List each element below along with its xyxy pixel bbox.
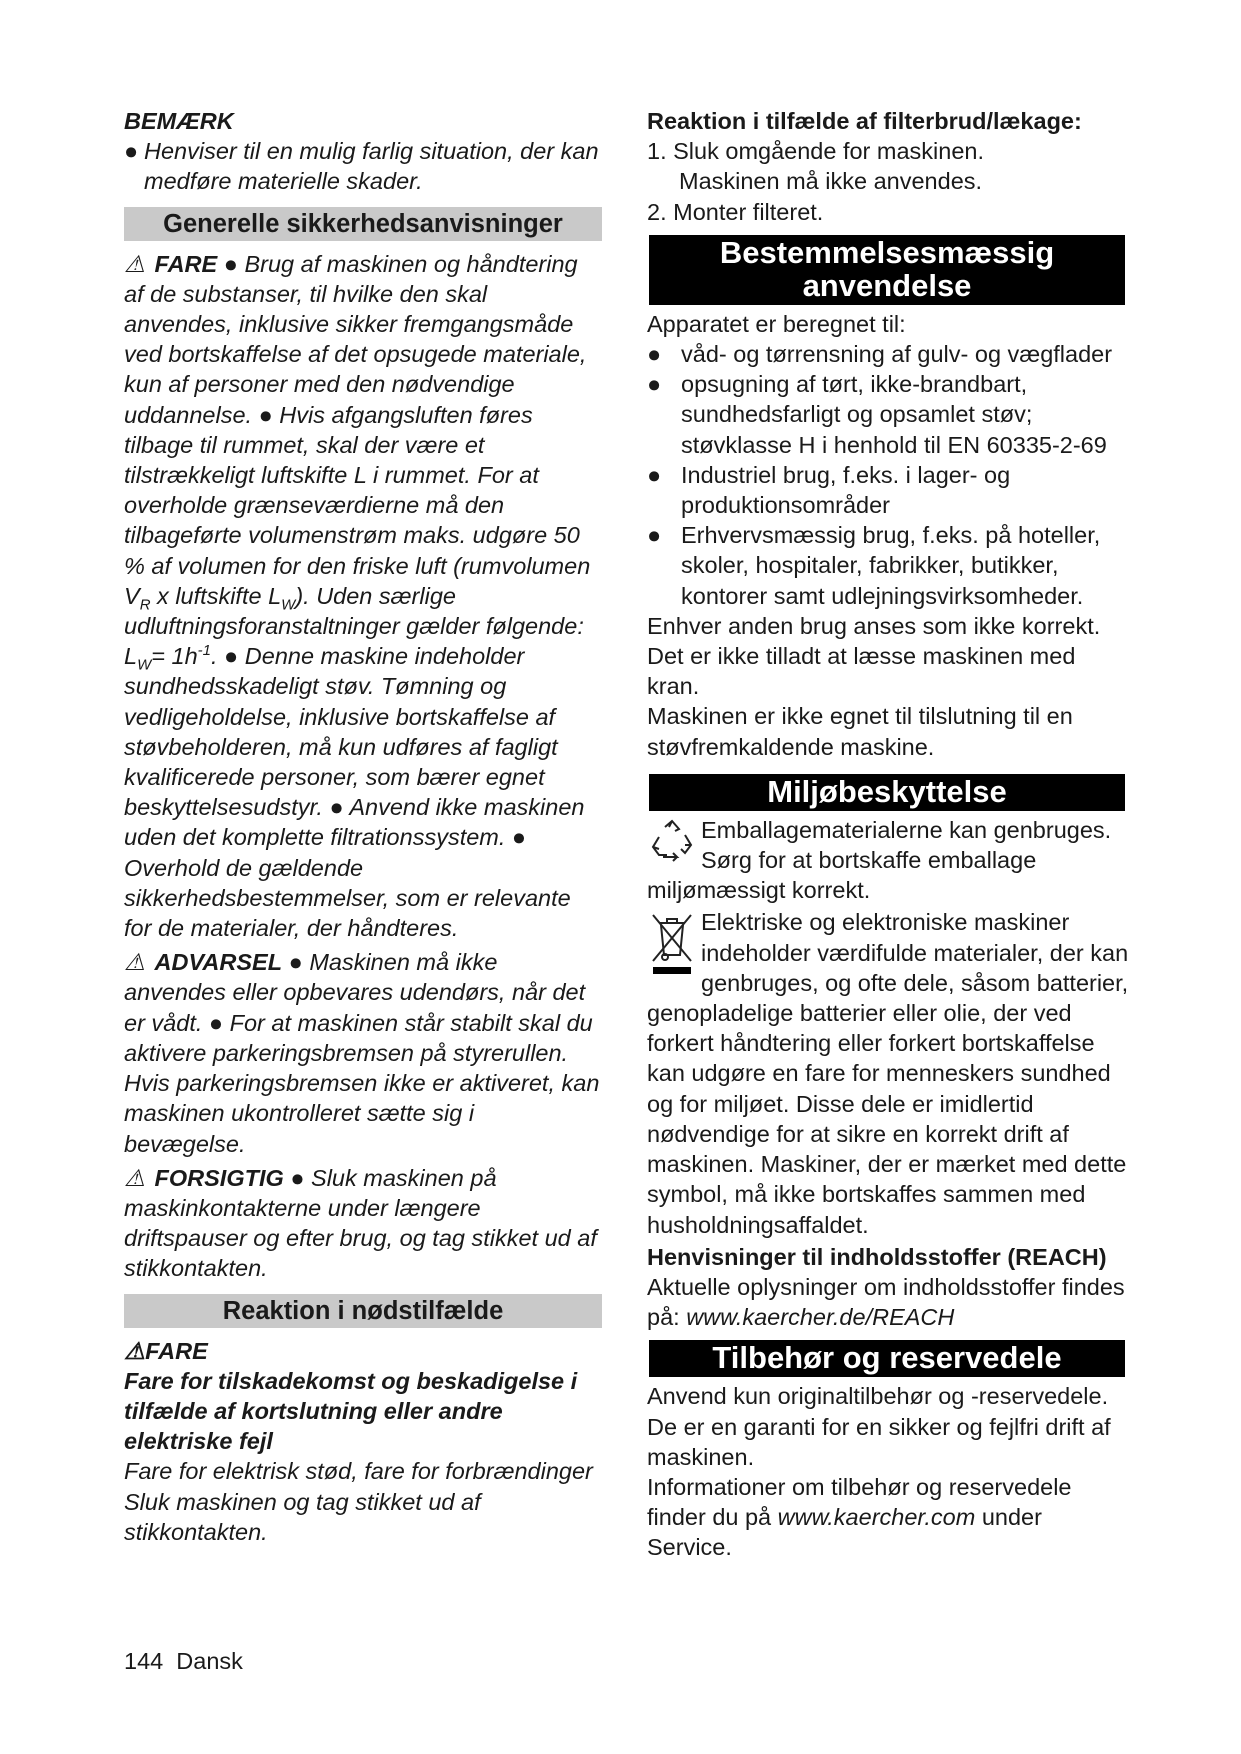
list-item-text: våd- og tørrensning af gulv- og vægflader <box>681 341 1113 368</box>
list-item-text: Industriel brug, f.eks. i lager- og produktionsområder <box>681 461 1011 519</box>
subscript-r: R <box>139 596 151 614</box>
fare-text-5: . ● Denne maskine indeholder sundhedsskadeligt støv. Tømning og vedligeholdelse, inklusive bortskaffelse af støvbeholderen, må kun udføres af fagligt kvalificerede personer, som bærer egnet beskyttelsesudstyr. ● Anvend ikke maskinen uden det komplette filtrationssystem. ● Overhold de gældende sikkerhedsbestemmelser, som er relevante for de materialer, der håndteres. <box>124 643 585 942</box>
reach-paragraph <box>647 1272 1133 1332</box>
bullet: ● <box>647 461 662 488</box>
fare-text: ● Brug af maskinen og håndtering af de substanser, til hvilke den skal anvendes, inklusive sikker fremgangsmåde ved bortskaffelse af det opsugede materiale, kun af personer med den nødvendige uddannelse. ● Hvis afgangsluften føres tilbage til rummet, skal der være et tilstrækkeligt luftskifte L i rummet. For at overholde grænseværdierne må den tilbageførte volumenstrøm maks. udgøre 50 % af volumen for den friske luft (rumvolumen V <box>124 250 591 609</box>
acc-text-2b: under Service. <box>647 1504 1042 1561</box>
acc-paragraph-2 <box>647 1472 1133 1563</box>
note-title: BEMÆRK <box>124 108 234 134</box>
bullet: ● <box>647 341 662 368</box>
list-item <box>647 369 1133 460</box>
bullet: ● <box>124 138 139 165</box>
env-text-1: Emballagematerialerne kan genbruges. Sørg for at bortskaffe emballage miljømæssigt korrekt. <box>647 816 1112 904</box>
fare2-label: FARE <box>145 1337 208 1364</box>
forsigtig-text: ● Sluk maskinen på maskinkontakterne under længere driftspauser og efter brug, og tag stikket ud af stikkontakten. <box>124 1164 597 1282</box>
acc-link[interactable]: www.kaercher.com <box>777 1504 976 1531</box>
intended-text-2: Maskinen er ikke egnet til tilslutning til en støvfremkaldende maskine. <box>647 703 1073 760</box>
list-item <box>647 520 1133 611</box>
fare2-heading <box>124 1336 602 1366</box>
list-item-text: Erhvervsmæssig brug, f.eks. på hoteller, skoler, hospitaler, fabrikker, butikker, kontorer samt udlejningsvirksomheder. <box>681 522 1101 609</box>
recycling-icon <box>647 817 697 867</box>
intended-text-1: Enhver anden brug anses som ikke korrekt. Det er ikke tilladt at læsse maskinen med kran. <box>647 612 1101 700</box>
acc-text-2a: Informationer om tilbehør og reservedele finder du på <box>647 1473 1072 1531</box>
section-heading-environment: Miljøbeskyttelse <box>649 774 1125 811</box>
filter-step-2: 2. Monter filteret. <box>647 198 824 225</box>
list-item-text: opsugning af tørt, ikke-brandbart, sundhedsfarligt og opsamlet støv; støvklasse H i henhold til EN 60335-2-69 <box>681 371 1107 458</box>
warning-triangle-icon: ⚠ <box>124 1164 146 1191</box>
fare-text-2: x luftskifte L <box>150 582 282 609</box>
fare2-bold-text: Fare for tilskadekomst og beskadigelse i tilfælde af kortslutning eller andre elektriske fejl <box>124 1367 578 1455</box>
warning-triangle-icon: ⚠ <box>124 949 146 976</box>
filter-step-1b: Maskinen må ikke anvendes. <box>679 168 983 195</box>
advarsel-text: ● Maskinen må ikke anvendes eller opbevares udendørs, når det er vådt. ● For at maskinen står stabilt skal du aktivere parkeringsbremsen på styrerullen. Hvis parkeringsbremsen ikke er aktiveret, kan maskinen ukontrolleret sætte sig i bevægelse. <box>124 949 600 1157</box>
env-text-2: Elektriske og elektroniske maskiner indeholder værdifulde materialer, der kan genbruges, og ofte dele, såsom batterier, genopladelige batterier eller olie, der ved forkert håndtering eller forkert bortskaffelse kan udgøre en fare for menneskers sundhed og for miljøet. Disse dele er imidlertid nødvendige for at sikre en korrekt drift af maskinen. Maskiner, der er mærket med dette symbol, må ikke bortskaffes sammen med husholdningsaffaldet. <box>647 909 1129 1238</box>
subscript-w2: W <box>137 656 152 674</box>
fare-text-3: ). Uden særlige udluftningsforanstaltninger gælder følgende: L <box>124 582 584 670</box>
advarsel-paragraph <box>124 947 602 1158</box>
filter-title: Reaktion i tilfælde af filterbrud/lækage: <box>647 108 1082 134</box>
fare-text-4: = 1h <box>151 643 198 670</box>
warning-triangle-icon: ⚠ <box>124 250 146 277</box>
reach-title: Henvisninger til indholdsstoffer (REACH) <box>647 1243 1107 1270</box>
page-language: Dansk <box>176 1648 243 1674</box>
page-footer <box>124 1648 243 1675</box>
filter-step-1: 1. Sluk omgående for maskinen. <box>647 138 985 165</box>
right-column <box>647 106 1133 1563</box>
superscript: -1 <box>197 642 211 660</box>
list-item <box>647 339 1133 369</box>
env-packaging-row <box>647 815 1133 906</box>
page-number: 144 <box>124 1648 164 1674</box>
bullet: ● <box>647 371 662 398</box>
intended-intro: Apparatet er beregnet til: <box>647 310 906 337</box>
left-column <box>124 106 602 1547</box>
forsigtig-label: FORSIGTIG <box>154 1164 284 1191</box>
fare2-text-2: Sluk maskinen og tag stikket ud af stikkontakten. <box>124 1488 481 1545</box>
list-item <box>647 460 1133 520</box>
reach-link[interactable]: www.kaercher.de/REACH <box>686 1304 955 1331</box>
crossed-bin-icon <box>647 911 697 981</box>
warning-triangle-icon: ⚠ <box>124 1337 146 1364</box>
reach-text: Aktuelle oplysninger om indholdsstoffer findes på: <box>647 1273 1125 1331</box>
bullet: ● <box>647 522 662 549</box>
acc-text-1: Anvend kun originaltilbehør og -reservedele. De er en garanti for en sikker og fejlfri drift af maskinen. <box>647 1383 1111 1470</box>
advarsel-label: ADVARSEL <box>154 949 283 976</box>
section-heading-emergency: Reaktion i nødstilfælde <box>124 1294 602 1328</box>
section-heading-accessories: Tilbehør og reservedele <box>649 1340 1125 1377</box>
fare2-text-1: Fare for elektrisk stød, fare for forbrændinger <box>124 1458 593 1485</box>
note-item <box>124 136 602 196</box>
subscript-w: W <box>281 596 296 614</box>
section-heading-general-safety: Generelle sikkerhedsanvisninger <box>124 207 602 241</box>
env-weee-row <box>647 907 1133 1239</box>
forsigtig-paragraph <box>124 1163 602 1284</box>
fare-paragraph <box>124 249 602 944</box>
note-text: Henviser til en mulig farlig situation, der kan medføre materielle skader. <box>144 138 599 195</box>
fare-label: FARE <box>154 250 218 277</box>
section-heading-intended-use: Bestemmelsesmæssig anvendelse <box>649 235 1125 305</box>
